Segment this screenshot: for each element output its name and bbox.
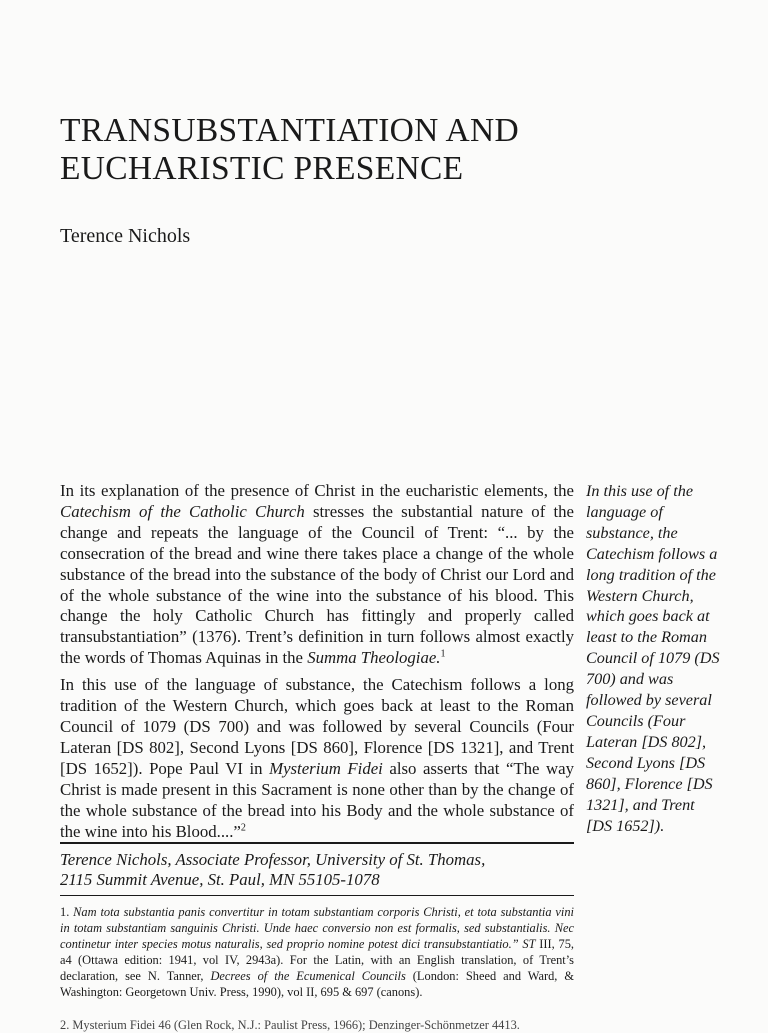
paragraph-1: In its explanation of the presence of Christ in the eucharistic elements, the Catechism of the Catholic Church stresses the substantial nature of the change and repeats the language of the Council of Trent: “... by the consecration of the bread and wine there takes place a change of the whole substance of the bread into the substance of the body of Christ our Lord and of the whole substance of the wine into the substance of his blood. This change the holy Catholic Church has fittingly and properly called transubstantiation” (1376). Trent’s definition in turn follows almost exactly the words of Thomas Aquinas in the Summa Theologiae.$^1$ <box>60 481 574 668</box>
footnote-ref-1[interactable]: 1 <box>440 648 446 660</box>
body-text <box>60 481 574 842</box>
affiliation-line-1: Terence Nichols, Associate Professor, University of St. Thomas, <box>60 850 486 869</box>
mysterium-fidei-title: Mysterium Fidei <box>269 758 383 778</box>
footnote-ref-2[interactable]: 2 <box>240 821 246 833</box>
footnote-rule <box>60 895 574 896</box>
catechism-title: Catechism of the Catholic Church <box>60 501 305 521</box>
author-name: Terence Nichols <box>60 225 191 247</box>
author-affiliation <box>60 850 574 889</box>
summa-title: Summa Theologiae. <box>307 648 441 668</box>
footnote-1: 1. Nam tota substantia panis convertitur in totam substantiam corporis Christi, et tota substantia vini in totam substantiam sanguinis Christi. Unde haec conversio non est formalis, sed substantialis. Nec continetur inter species motus naturalis, sed proprio nomine potest dici transubstantiatio.” ST III, 75, a4 (Ottawa edition: 1941, vol IV, 2943a). For the Latin, with an English translation, of Trent’s declaration, see N. Tanner, Decrees of the Ecumenical Councils (London: Sheed and Ward, & Washington: Georgetown Univ. Press, 1990), vol II, 695 & 697 (canons). <box>60 905 575 999</box>
article-title <box>60 112 700 188</box>
affiliation-line-2: 2115 Summit Avenue, St. Paul, MN 55105-1078 <box>60 869 380 889</box>
title-line-2: EUCHARISTIC PRESENCE <box>60 150 464 187</box>
title-line-1: TRANSUBSTANTIATION AND <box>60 112 519 149</box>
paragraph-2: In this use of the language of substance, the Catechism follows a long tradition of the Western Church, which goes back at least to the Roman Council of 1079 (DS 700) and was followed by several Councils (Four Lateran [DS 802], Second Lyons [DS 860], Florence [DS 1321], and Trent [DS 1652]). Pope Paul VI in Mysterium Fidei also asserts that “The way Christ is made present in this Sacrament is none other than by the change of the whole substance of the bread into his Body and the whole substance of the wine into his Blood....”$^2$ <box>60 675 574 841</box>
affiliation-rule <box>60 842 574 844</box>
footnote-2-partial: 2. Mysterium Fidei 46 (Glen Rock, N.J.: Paulist Press, 1966); Denzinger-Schönmetzer 4413. <box>60 1018 520 1032</box>
margin-pull-quote: In this use of the language of substance, the Catechism follows a long tradition of the Western Church, which goes back at least to the Roman Council of 1079 (DS 700) and was followed by several Councils (Four Lateran [DS 802], Second Lyons [DS 860], Florence [DS 1321], and Trent [DS 1652]). <box>586 482 720 835</box>
